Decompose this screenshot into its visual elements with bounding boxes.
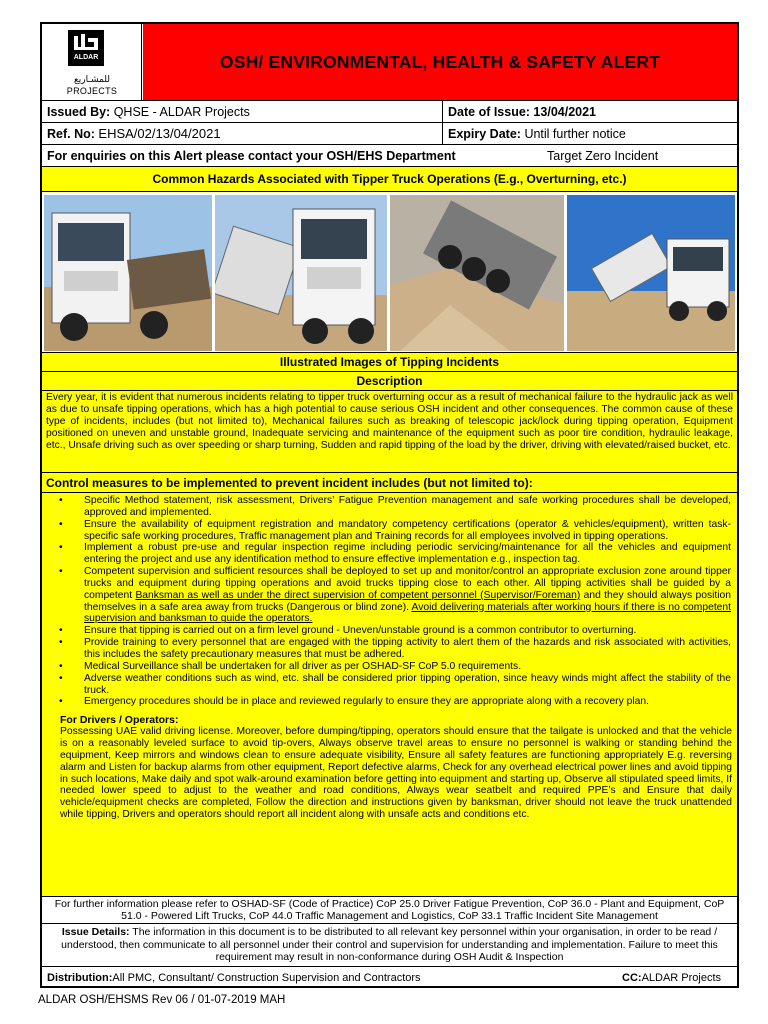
alert-header [42, 24, 737, 101]
cc-text: ALDAR Projects [641, 971, 722, 984]
incident-photo-2 [215, 195, 387, 351]
incident-photo-3 [390, 195, 564, 351]
hazard-title: Common Hazards Associated with Tipper Truck Operations (E.g., Overturning, etc.) [42, 167, 737, 192]
control-item: • Provide training to every personnel that are engaged with the tipping activity to alert them of the hazards and risk associated with activities, this includes the safety precautionary measures that must be adhered. [42, 637, 737, 661]
alert-title: OSH/ ENVIRONMENTAL, HEALTH & SAFETY ALERT [143, 24, 737, 101]
issue-details-text: The information in this document is to be distributed to all relevant key personnel within your organisation, in order to be read / understood, then communicate to all personnel under their control and supervision for understanding and implementation. Failure to meet this requirement may result in non-conformance during OSH Audit & Inspection [61, 926, 718, 963]
logo-wordmark: ALDAR [73, 54, 99, 61]
control-item: • Ensure the availability of equipment registration and mandatory competency certifications (operator & vehicles/equipment), written task-specific safe working procedures, Traffic management plan and Training records for all employees involved in tipping operations. [42, 519, 737, 543]
incident-photo-1 [44, 195, 212, 351]
expiry-label: Expiry Date: [448, 126, 521, 141]
incident-photos [42, 192, 737, 353]
ref-value: EHSA/02/13/04/2021 [98, 126, 221, 141]
issued-by-value: QHSE - ALDAR Projects [113, 104, 250, 119]
banksman-underlined-text: Banksman as well as under the direct supervision of competent personnel (Supervisor/Foreman) [135, 589, 581, 601]
control-item [42, 566, 737, 625]
distribution-label: Distribution: [47, 971, 113, 984]
working-hours-underlined-text: Avoid delivering materials after working hours if there is no competent supervision and banksman to guide the operators. [84, 601, 731, 625]
logo-projects-text: PROJECTS [66, 86, 118, 96]
drivers-heading: For Drivers / Operators: [60, 714, 179, 727]
incident-photo-4 [567, 195, 735, 351]
target-zero-text: Target Zero Incident [547, 148, 659, 163]
control-item: • Specific Method statement, risk assessment, Drivers’ Fatigue Prevention management and safe working procedures shall be developed, approved and implemented. [42, 495, 737, 519]
description-section [42, 391, 737, 473]
issued-by-label: Issued By: [47, 104, 111, 119]
controls-heading: Control measures to be implemented to prevent incident includes (but not limited to): [46, 475, 533, 490]
expiry-value: Until further notice [524, 126, 626, 141]
logo-arabic-text: للمشـاريع [74, 75, 110, 85]
controls-section [42, 493, 737, 897]
control-item: • Emergency procedures should be in place and reviewed regularly to ensure they are appropriate along with a recovery plan. [42, 696, 737, 708]
description-text: Every year, it is evident that numerous incidents relating to tipper truck overturning occur as a result of mechanical failure to the hydraulic jack as well as due to unsafe tipping operations, which has a high potential to cause serious OSH incident and other consequences. The common cause of these type of incidents, includes (but not limited to), Mechanical failures such as breaking of telescopic jack/lock during tipping operation, Equipment positioned on uneven and unstable ground, Inadequate servicing and maintenance of the equipment such as poor tire condition, hydraulic leakage, etc., Unsafe driving such as over speeding or sharp turning, Sudden and rapid tipping of the load by the driver, driving with elevated/raised bucket, etc. [46, 392, 733, 451]
issue-details-label: Issue Details: [61, 926, 130, 938]
control-item: • Adverse weather conditions such as wind, etc. shall be considered prior tipping operation, since heavy winds might affect the stability of the truck. [42, 673, 737, 697]
control-item: • Implement a robust pre-use and regular inspection regime including periodic servicing/maintenance for all the vehicles and equipment entering the project and use any identification method to ensure effective implementation e.g., inspection tag. [42, 542, 737, 566]
date-of-issue: Date of Issue: 13/04/2021 [442, 101, 737, 122]
control-item-text: and they should always position themselves in a safe area away from trucks (Dangerous or blind zone). [84, 589, 731, 613]
control-item-text: Competent supervision and sufficient resources shall be deployed to set up and monitor/control an appropriate exclusion zone around tipper trucks and equipment during tipping operations and avoid trucks tipping close to each other. All tipping activities shall be guided by a competent [84, 566, 731, 601]
distribution-text: All PMC, Consultant/ Construction Supervision and Contractors [112, 971, 421, 984]
controls-heading-row [42, 473, 737, 493]
document-footer: ALDAR OSH/EHSMS Rev 06 / 01-07-2019 MAH [38, 994, 286, 1006]
references-text: For further information please refer to OSHAD-SF (Code of Practice) CoP 25.0 Driver Fatigue Prevention, CoP 36.0 - Plant and Equipment, CoP 51.0 - Powered Lift Trucks, CoP 44.0 Traffic Management and Logistics, CoP 33.1 Traffic Incident Site Management [54, 897, 725, 922]
control-item: • Medical Surveillance shall be undertaken for all driver as per OSHAD-SF CoP 5.0 requirements. [42, 661, 737, 673]
cc-label: CC: [622, 971, 642, 984]
aldar-logo [42, 24, 142, 101]
images-caption: Illustrated Images of Tipping Incidents [42, 353, 737, 372]
ref-row [42, 123, 737, 145]
drivers-text: Possessing UAE valid driving license. Moreover, before dumping/tipping, operators should ensure that the tailgate is unlocked and that the vehicle is on a reasonably leveled surface to avoid tip-overs, Always observe travel areas to ensure no personnel is walking or standing behind the equipment, Keep mirrors and windows clean to ensure adequate visibility, Ensure all safety features are functioning appropriately E.g. reversing alarm and Listen for backup alarms from other equipment, Report defective alarms, Check for any overhead electrical power lines and avoid tipping in such locations, Make daily and spot walk-around examination before getting into equipment and starting up, Observe all stipulated speed limits, If needed lower speed to adjust to the weather and road conditions, Always wear seatbelt and required PPE’s and Ensure that daily vehicle/equipment checks are completed, Follow the direction and instructions given by banksman, driver should not leave the truck unattended while tipping, Drivers and operators should report all incident along with unsafe acts and conditions etc. [60, 726, 732, 821]
enquiries-text: For enquiries on this Alert please contact your OSH/EHS Department [47, 148, 456, 163]
control-item: • Ensure that tipping is carried out on a firm level ground - Uneven/unstable ground is a common contributor to overturning. [42, 625, 737, 637]
enquiries-row [42, 145, 737, 167]
issue-details-row [42, 924, 737, 967]
controls-list [42, 495, 737, 708]
issued-row [42, 101, 737, 123]
description-heading: Description [42, 372, 737, 391]
references-row [42, 897, 737, 924]
distribution-row [42, 967, 737, 988]
alert-document [40, 22, 739, 988]
ref-label: Ref. No: [47, 126, 95, 141]
